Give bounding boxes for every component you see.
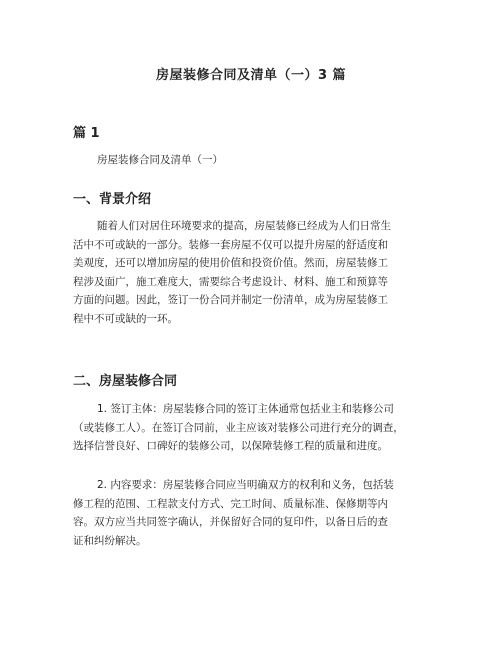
paragraph-signing-parties — [73, 400, 433, 456]
paragraph-line: 1. 签订主体：房屋装修合同的签订主体通常包括业主和装修公司 — [97, 403, 394, 415]
paragraph-background — [73, 217, 433, 328]
paragraph-line: 修工程的范围、工程款支付方式、完工时间、质量标准、保修期等内 — [73, 497, 388, 510]
paragraph-line: （或装修工人）。在签订合同前，业主应该对装修公司进行充分的调查， — [73, 421, 404, 434]
paragraph-line: 选择信誉良好、口碑好的装修公司，以保障装修工程的质量和进度。 — [73, 440, 388, 452]
paragraph-line: 随着人们对居住环境要求的提高，房屋装修已经成为人们日常生 — [97, 220, 391, 232]
part-heading: 篇 1 — [73, 126, 100, 141]
section-heading-background: 一、背景介绍 — [73, 192, 152, 207]
paragraph-line: 活中不可或缺的一部分。装修一套房屋不仅可以提升房屋的舒适度和 — [73, 238, 388, 251]
document-title: 房屋装修合同及清单（一）3 篇 — [155, 68, 347, 83]
section-heading-contract: 二、房屋装修合同 — [73, 374, 178, 389]
paragraph-line: 程涉及面广，施工难度大，需要综合考虑设计、材料、施工和预算等 — [73, 275, 388, 288]
paragraph-line: 证和纠纷解决。 — [73, 534, 147, 547]
paragraph-line: 2. 内容要求：房屋装修合同应当明确双方的权利和义务，包括装 — [97, 479, 394, 491]
paragraph-content-requirements — [73, 476, 433, 550]
paragraph-line: 方面的问题。因此，签订一份合同并制定一份清单，成为房屋装修工 — [73, 294, 388, 306]
paragraph-line: 程中不可或缺的一环。 — [73, 312, 178, 325]
contract-subtitle: 房屋装修合同及清单（一） — [97, 154, 223, 166]
paragraph-line: 容。双方应当共同签字确认，并保留好合同的复印件，以备日后的查 — [73, 516, 388, 528]
paragraph-line: 美观度，还可以增加房屋的使用价值和投资价值。然而，房屋装修工 — [73, 257, 388, 269]
